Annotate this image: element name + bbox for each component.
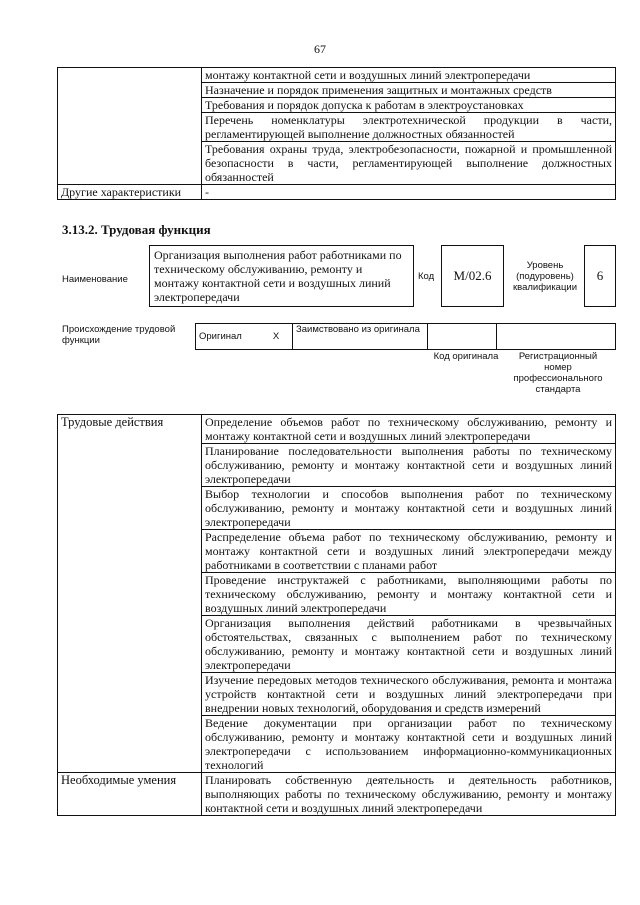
table-cell: Изучение передовых методов технического обслуживания, ремонта и монтажа устройств контактной сети и воздушных линий электропередачи при внедрении новых технологий, оборудования и средств измерений [202,673,616,716]
table-cell: Проведение инструктажей с работниками, выполняющими работы по техническому обслуживанию, ремонту и монтажу контактной сети и воздушных линий электропередачи [202,573,616,616]
table-cell: Требования и порядок допуска к работам в электроустановках [202,98,616,113]
qualification-level-box: 6 [584,245,616,307]
code-label: Код [418,271,435,282]
table-cell: Определение объемов работ по техническому обслуживанию, ремонту и монтажу контактной сети и воздушных линий электропередачи [202,415,616,444]
table-cell: - [202,185,616,200]
registration-number-caption: Регистрационный номер профессионального стандарта [513,351,603,395]
table-cell: Перечень номенклатуры электротехнической продукции в части, регламентирующей выполнение должностных обязанностей [202,113,616,142]
labor-actions-table [57,414,616,816]
original-label: Оригинал [196,324,261,350]
table-cell: Ведение документации при организации работ по техническому обслуживанию, ремонту и монтажу контактной сети и воздушных линий электропередачи с использованием информационно-коммуникационных технологий [202,716,616,773]
qualification-level-label: Уровень (подуровень) квалификации [512,260,578,293]
borrowed-label: Заимствовано из оригинала [293,324,428,350]
table-cell: Назначение и порядок применения защитных и монтажных средств [202,83,616,98]
origin-label: Происхождение трудовой функции [62,324,176,346]
table-cell: Выбор технологии и способов выполнения работ по техническому обслуживанию, ремонту и монтажу контактной сети и воздушных линий электропередачи [202,487,616,530]
origin-table [195,323,616,350]
table-row [58,773,616,816]
original-code-cell [428,324,497,350]
original-mark: X [260,324,293,350]
function-code-box: М/02.6 [441,245,504,307]
table-cell: Организация выполнения действий работниками в чрезвычайных обстоятельствах, связанных с выполнением работ по техническому обслуживанию, ремонту и монтажу контактной сети и воздушных линий электропередачи [202,616,616,673]
name-label: Наименование [62,274,128,285]
table-cell: монтажу контактной сети и воздушных линий электропередачи [202,68,616,83]
table-cell: Планирование последовательности выполнения работы по техническому обслуживанию, ремонту и монтажу контактной сети и воздушных линий электропередачи [202,444,616,487]
original-code-caption: Код оригинала [433,351,499,362]
row-label-required-skills: Необходимые умения [58,773,202,816]
row-label-other-characteristics: Другие характеристики [58,185,202,200]
table-cell: Планировать собственную деятельность и деятельность работников, выполняющих работы по техническому обслуживанию, ремонту и монтажу контактной сети и воздушных линий электропередачи [202,773,616,816]
function-name-box: Организация выполнения работ работниками по техническому обслуживанию, ремонту и монтажу контактной сети и воздушных линий электропередачи [149,245,414,307]
knowledge-table-continuation [57,67,616,200]
table-row [58,415,616,444]
table-row [196,324,616,350]
registration-number-cell [497,324,616,350]
table-row [58,185,616,200]
table-row [58,68,616,83]
row-label-empty [58,68,202,185]
section-title: 3.13.2. Трудовая функция [62,222,211,237]
row-label-labor-actions: Трудовые действия [58,415,202,773]
table-cell: Требования охраны труда, электробезопасности, пожарной и промышленной безопасности в части, регламентирующей выполнение должностных обязанностей [202,142,616,185]
table-cell: Распределение объема работ по техническому обслуживанию, ремонту и монтажу контактной сети и воздушных линий электропередачи между работниками в соответствии с планами работ [202,530,616,573]
page-number: 67 [314,42,326,56]
